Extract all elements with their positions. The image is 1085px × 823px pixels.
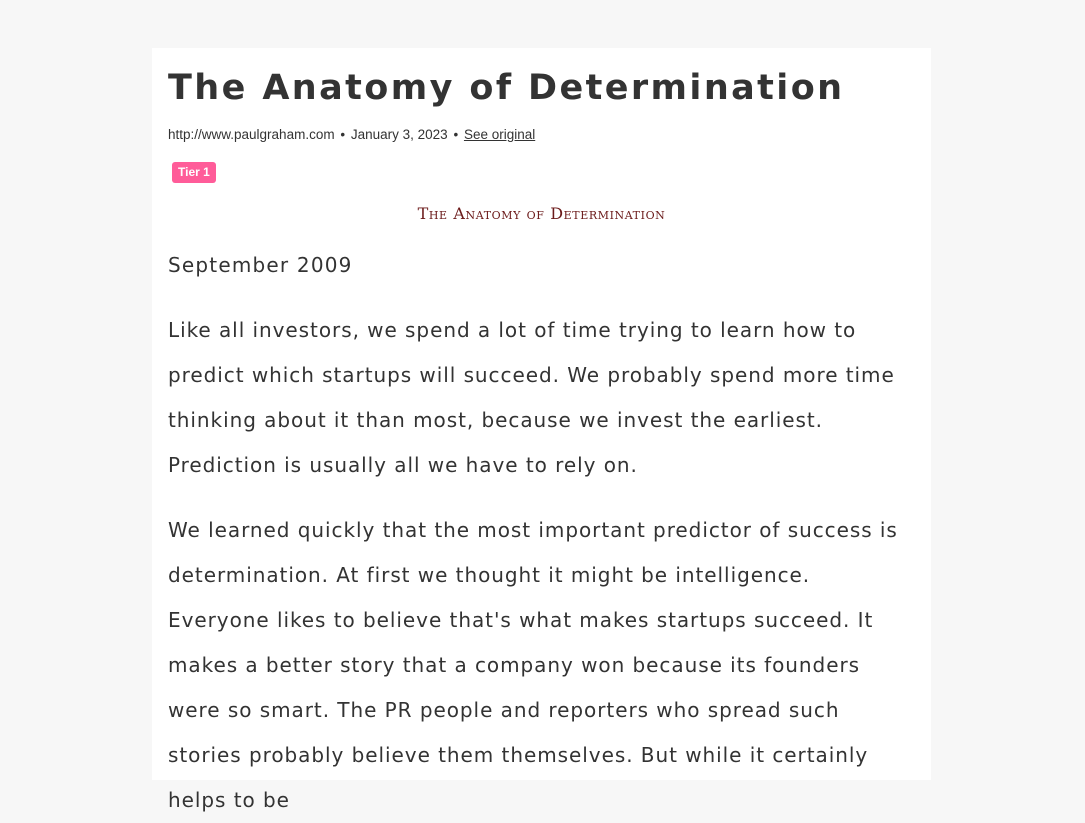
- article-date: January 3, 2023: [350, 127, 448, 142]
- tier-badge: Tier 1: [172, 162, 216, 183]
- essay-date: September 2009: [168, 253, 353, 277]
- meta-separator: •: [453, 127, 459, 142]
- article-meta: [168, 126, 915, 144]
- meta-separator: •: [340, 127, 346, 142]
- article-content: [152, 48, 931, 823]
- article-page: [152, 48, 931, 812]
- article-title: The Anatomy of Determination: [168, 68, 845, 108]
- essay-paragraph: Like all investors, we spend a lot of time trying to learn how to predict which startups will succeed. We probably spend more time thinking about it than most, because we invest the earliest. Prediction is usually all we have to rely on.: [168, 318, 895, 477]
- source-url: http://www.paulgraham.com: [168, 127, 335, 142]
- essay-paragraph: We learned quickly that the most important predictor of success is determination. At first we thought it might be intelligence. Everyone likes to believe that's what makes startups succeed. It makes a better story that a company won because its founders were so smart. The PR people and reporters who spread such stories probably believe them themselves. But while it certainly helps to be: [168, 518, 898, 812]
- essay-heading: The Anatomy of Determination: [417, 204, 666, 223]
- see-original-link[interactable]: See original: [463, 127, 536, 142]
